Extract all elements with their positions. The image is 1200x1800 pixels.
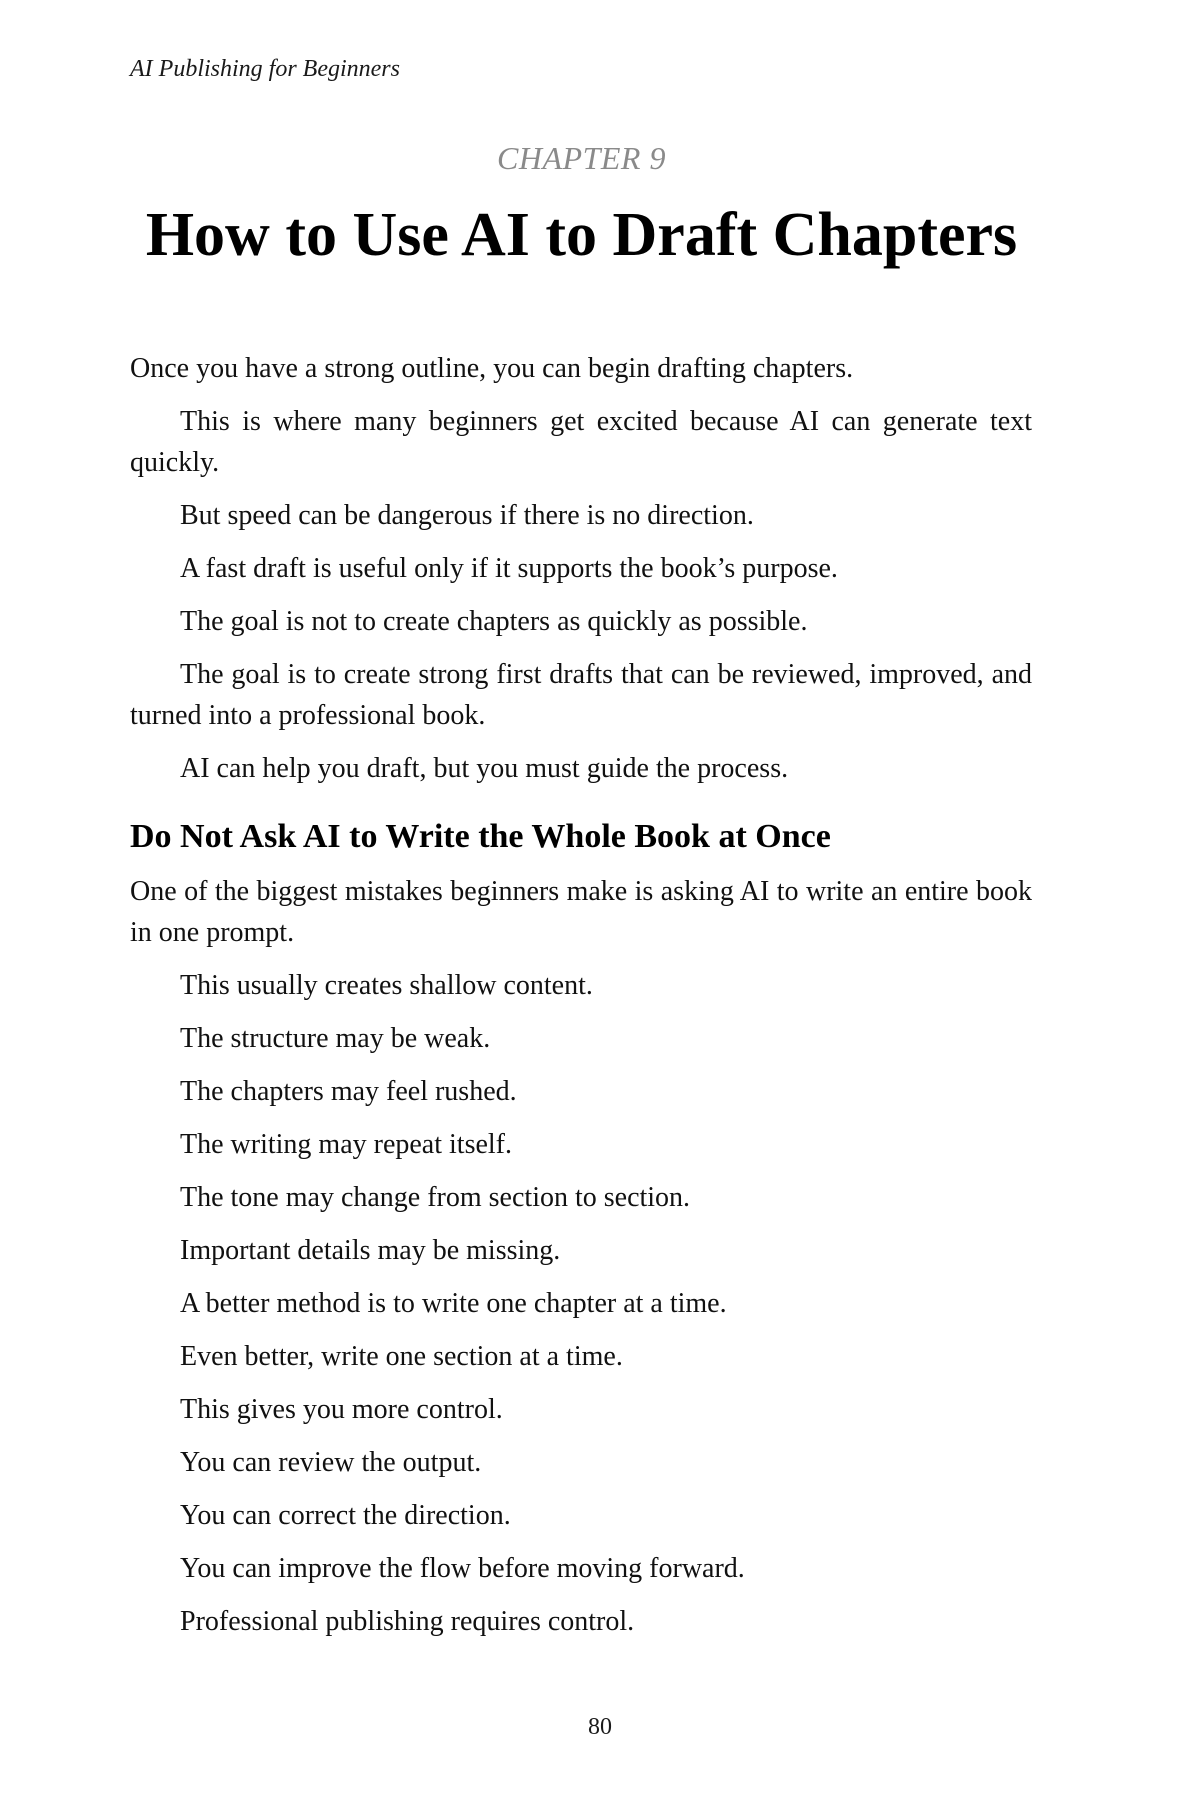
- paragraph: AI can help you draft, but you must guide the process.: [180, 753, 789, 784]
- chapter-label: CHAPTER 9: [497, 140, 666, 176]
- paragraph: This usually creates shallow content.: [180, 970, 593, 1001]
- paragraph: One of the biggest mistakes beginners make is asking AI to write an entire book in one prompt.: [130, 876, 1032, 948]
- paragraph: Professional publishing requires control.: [180, 1606, 635, 1637]
- paragraph: You can improve the flow before moving forward.: [180, 1553, 745, 1584]
- paragraph: Even better, write one section at a time.: [180, 1341, 623, 1372]
- paragraph: The chapters may feel rushed.: [180, 1076, 517, 1107]
- paragraph: The writing may repeat itself.: [180, 1129, 512, 1160]
- chapter-body: [130, 348, 1032, 1654]
- chapter-title: How to Use AI to Draft Chapters: [145, 201, 1018, 269]
- paragraph: The goal is not to create chapters as quickly as possible.: [180, 606, 808, 637]
- paragraph: But speed can be dangerous if there is no direction.: [180, 500, 754, 531]
- paragraph: The goal is to create strong first drafts that can be reviewed, improved, and turned into a professional book.: [130, 659, 1032, 731]
- paragraph: Once you have a strong outline, you can begin drafting chapters.: [130, 353, 854, 384]
- page-number: 80: [588, 1714, 612, 1740]
- paragraph: This is where many beginners get excited because AI can generate text quickly.: [130, 406, 1032, 478]
- paragraph: A better method is to write one chapter at a time.: [180, 1288, 727, 1319]
- paragraph: This gives you more control.: [180, 1394, 503, 1425]
- paragraph: The structure may be weak.: [180, 1023, 491, 1054]
- paragraph: Important details may be missing.: [180, 1235, 561, 1266]
- paragraph: A fast draft is useful only if it supports the book’s purpose.: [180, 553, 838, 584]
- running-header: AI Publishing for Beginners: [130, 56, 400, 82]
- paragraph: You can correct the direction.: [180, 1500, 511, 1531]
- paragraph: You can review the output.: [180, 1447, 482, 1478]
- section-heading: Do Not Ask AI to Write the Whole Book at Once: [130, 818, 831, 855]
- paragraph: The tone may change from section to section.: [180, 1182, 691, 1213]
